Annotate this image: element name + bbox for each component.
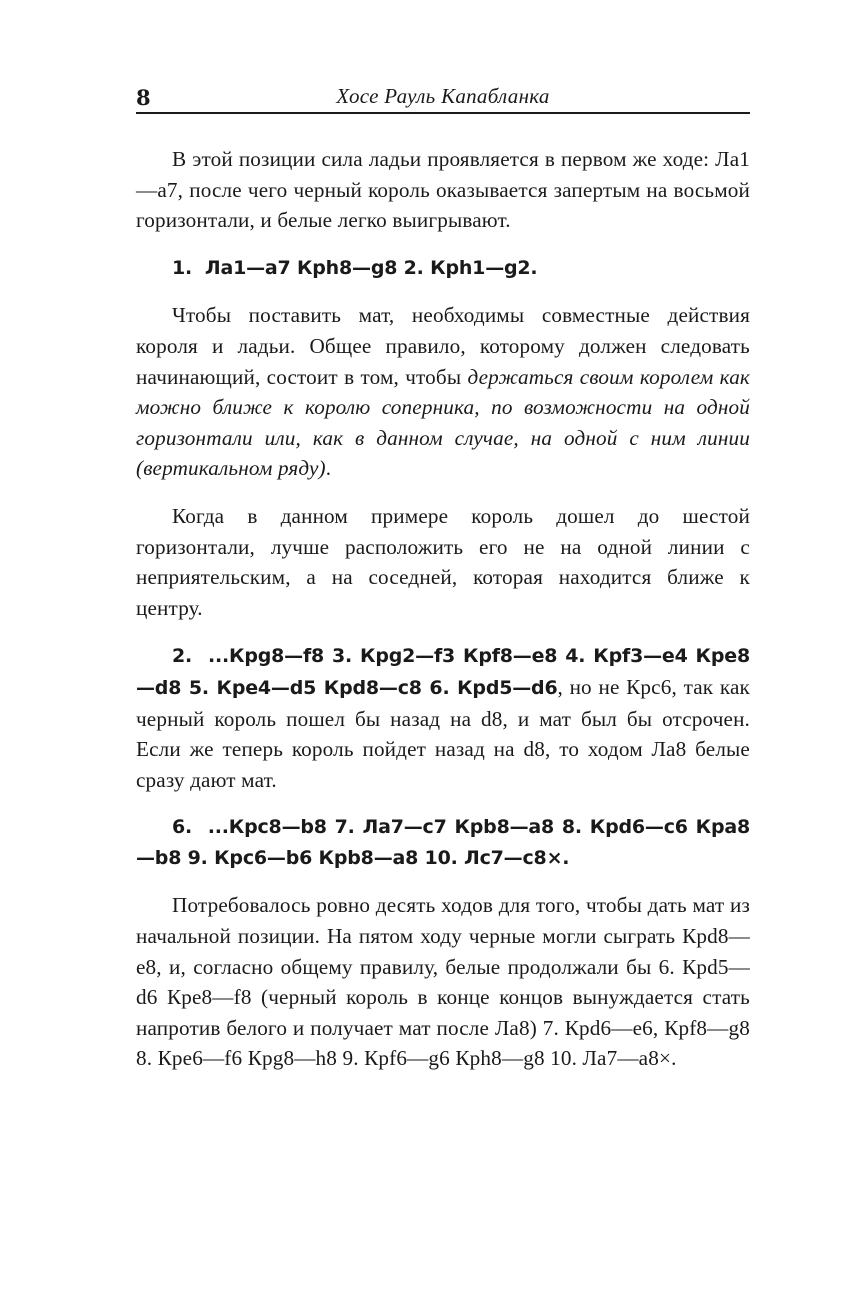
paragraph-end: .: [325, 456, 332, 481]
paragraph-conclusion: Потребовалось ровно десять ходов для того, чтобы дать мат из начальной позиции. На пятом ходу черные могли сыграть Крd8—e8, и, согласно общему правилу, белые продолжали бы 6. Крd5—d6 Кре8—f8 (черный король в конце концов вынуждается стать напротив белого и получает мат после Ла8) 7. Крd6—e6, Крf8—g8 8. Кре6—f6 Крg8—h8 9. Крf6—g6 Крh8—g8 10. Ла7—а8×.: [136, 893, 750, 1071]
page-number: 8: [136, 85, 151, 110]
paragraph-text: , но не Крс6, так как черный король пошел бы назад на d8, и мат был бы отсрочен. Если же теперь король пойдет назад на d8, то ходом Ла8 белые сразу дают мат.: [136, 674, 751, 792]
italic-emphasis: держаться своим королем как можно ближе к королю соперника, по возможности на одной горизонтали или, как в данном случае, на одной с ним линии (вертикальном ряду): [136, 364, 750, 481]
running-title: Хосе Рауль Капабланка: [336, 84, 550, 108]
moves-line-3: 6. ...Крс8—b8 7. Ла7—с7 Крb8—а8 8. Крd6—с6 Кра8—b8 9. Крс6—b6 Крb8—а8 10. Лс7—с8×.: [136, 816, 750, 869]
paragraph-moves-2: [136, 640, 750, 795]
book-page: [136, 82, 750, 1091]
moves-line-1: 1. Ла1—а7 Крh8—g8 2. Крh1—g2.: [172, 256, 538, 279]
paragraph-sixth-rank: Когда в данном примере король дошел до шестой горизонтали, лучше расположить его не на одной линии с неприятельским, а на соседней, которая находится ближе к центру.: [136, 503, 750, 620]
page-body: [136, 144, 750, 1074]
paragraph-general-rule: [136, 300, 750, 484]
paragraph-intro: В этой позиции сила ладьи проявляется в первом же ходе: Ла1—а7, после чего черный король оказывается запертым на восьмой горизонтали, и белые легко выигрывают.: [136, 147, 750, 233]
paragraph-text: Чтобы поставить мат, необходимы совместные действия короля и ладьи. Общее правило, которому должен следовать начинающий, состоит в том, чтобы: [136, 303, 750, 389]
bold-moves: 2. ...Крg8—f8 3. Крg2—f3 Крf8—e8 4. Крf3—e4 Кре8—d8 5. Кре4—d5 Крd8—c8 6. Крd5—d6: [136, 645, 750, 699]
page-header: [136, 82, 750, 114]
